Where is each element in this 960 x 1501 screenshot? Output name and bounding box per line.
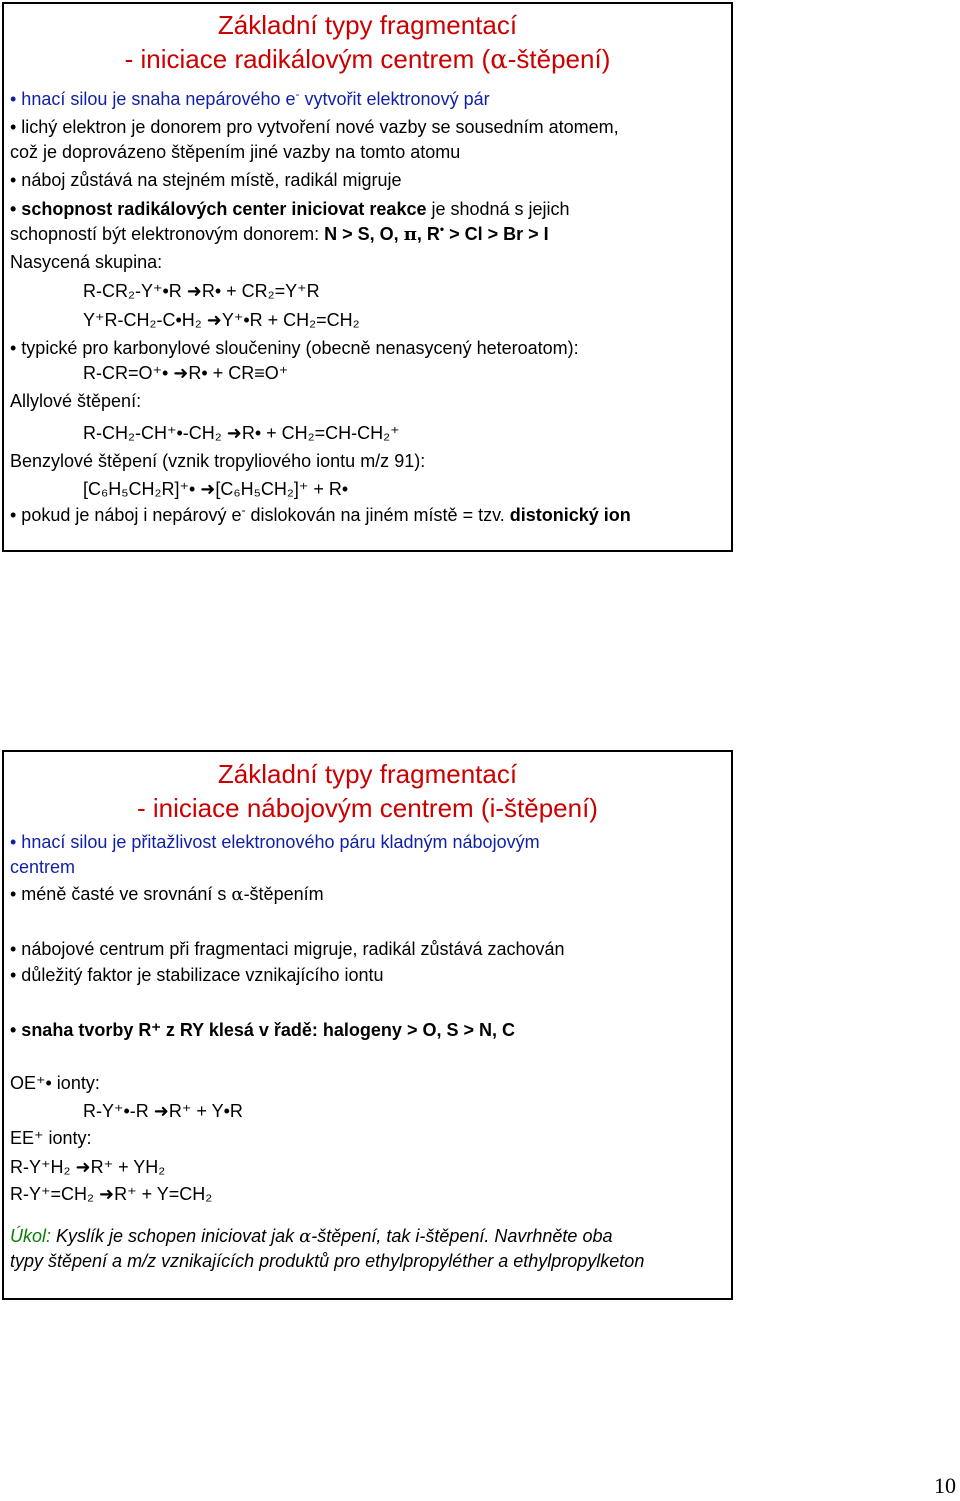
- slide2-title: [4, 757, 731, 825]
- slide2-title-line1: Základní typy fragmentací: [217, 759, 518, 789]
- bullet-radical-ability: • schopnost radikálových center iniciovat reakce je shodná s jejich: [10, 199, 570, 219]
- equation-benzyl: [C₆H₅CH₂R]⁺• ➜[C₆H₅CH₂]⁺ + R•: [83, 479, 349, 499]
- bullet-less-common: • méně časté ve srovnání s α-štěpením: [10, 884, 324, 905]
- bullet-driving-force-charge-cont: centrem: [10, 857, 76, 877]
- equation-allyl: R-CH₂-CH⁺•-CH₂ ➜R• + CH₂=CH-CH₂⁺: [83, 423, 400, 443]
- slide-i-cleavage: [2, 750, 733, 1300]
- bullet-driving-force: • hnací silou je snaha nepárového e- vytvořit elektronový pár: [10, 87, 490, 109]
- equation-saturated-1: R-CR₂-Y⁺•R ➜R• + CR₂=Y⁺R: [83, 281, 320, 301]
- task-line-2: typy štěpení a m/z vznikajících produktů pro ethylpropyléther a ethylpropylketon: [10, 1251, 645, 1271]
- task-line-1: Úkol: Kyslík je schopen iniciovat jak α-štěpení, tak i-štěpení. Navrhněte oba: [10, 1226, 613, 1247]
- bullet-distonic: • pokud je náboj i nepárový e- dislokován na jiném místě = tzv. distonický ion: [10, 503, 631, 525]
- slide1-title-line1: Základní typy fragmentací: [217, 10, 518, 40]
- bullet-odd-electron-cont: což je doprovázeno štěpením jiné vazby na tomto atomu: [10, 142, 461, 162]
- bullet-charge-migrates: • nábojové centrum při fragmentaci migruje, radikál zůstává zachován: [10, 939, 565, 959]
- bullet-carbonyl: • typické pro karbonylové sloučeniny (obecně nenasycený heteroatom):: [10, 338, 579, 358]
- ee-ions-label: EE⁺ ionty:: [10, 1128, 92, 1148]
- slide1-title-line2: - iniciace radikálovým centrem (α-štěpení): [124, 44, 611, 75]
- oe-ions-label: OE⁺• ionty:: [10, 1073, 100, 1093]
- bullet-odd-electron: • lichý elektron je donorem pro vytvoření nové vazby se sousedním atomem,: [10, 117, 619, 137]
- equation-carbonyl: R-CR=O⁺• ➜R• + CR≡O⁺: [83, 363, 289, 383]
- slide1-title: [4, 8, 731, 77]
- equation-saturated-2: Y⁺R-CH₂-C•H₂ ➜Y⁺•R + CH₂=CH₂: [83, 310, 360, 330]
- slide2-title-line2: - iniciace nábojovým centrem (i-štěpení): [137, 793, 598, 823]
- bullet-ion-stabilization: • důležitý faktor je stabilizace vznikajícího iontu: [10, 965, 384, 985]
- slide-alpha-cleavage: [2, 2, 733, 552]
- equation-ee-1: R-Y⁺H₂ ➜R⁺ + YH₂: [10, 1157, 166, 1177]
- saturated-group-label: Nasycená skupina:: [10, 252, 163, 272]
- equation-ee-2: R-Y⁺=CH₂ ➜R⁺ + Y=CH₂: [10, 1184, 213, 1204]
- equation-oe: R-Y⁺•-R ➜R⁺ + Y•R: [83, 1101, 243, 1121]
- bullet-r-plus-series: • snaha tvorby R⁺ z RY klesá v řadě: halogeny > O, S > N, C: [10, 1020, 515, 1040]
- bullet-charge-stays: • náboj zůstává na stejném místě, radikál migruje: [10, 170, 402, 190]
- benzyl-label: Benzylové štěpení (vznik tropyliového iontu m/z 91):: [10, 451, 426, 471]
- page-number: 10: [934, 1473, 956, 1498]
- donor-series: schopností být elektronovým donorem: N > S, O, π, R• > Cl > Br > I: [10, 222, 549, 245]
- allyl-label: Allylové štěpení:: [10, 391, 142, 411]
- bullet-driving-force-charge: • hnací silou je přitažlivost elektronového páru kladným nábojovým: [10, 832, 540, 852]
